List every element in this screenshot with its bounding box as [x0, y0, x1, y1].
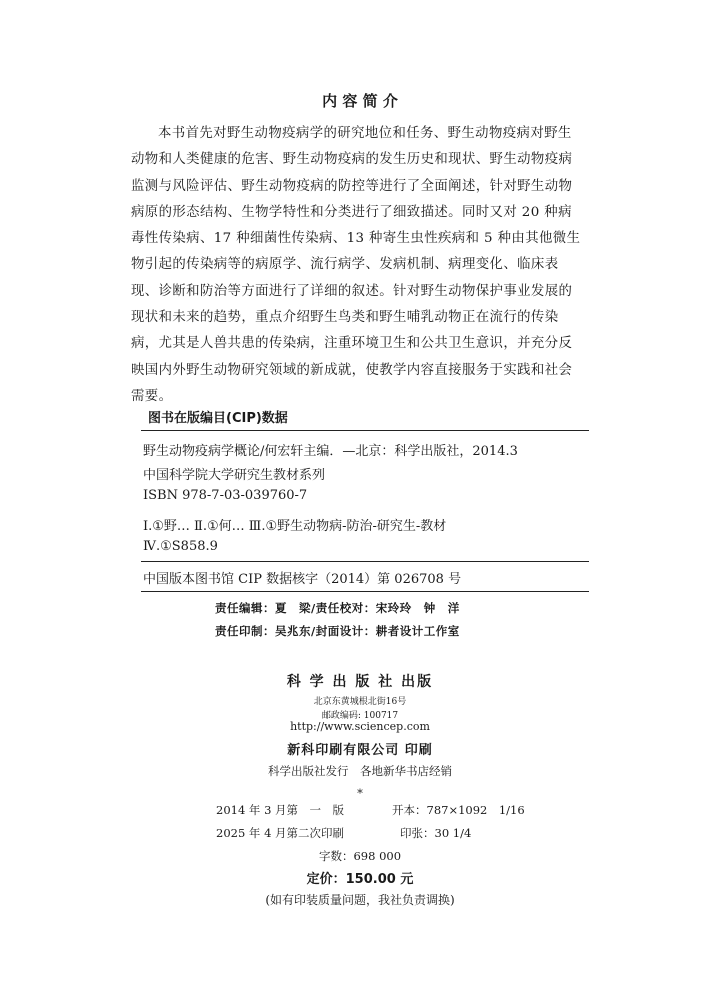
book-format: 开本：787×1092 1/16: [392, 803, 525, 817]
summary-line: 动物和人类健康的危害、野生动物疫病的发生历史和现状、野生动物疫病: [131, 152, 573, 168]
summary-title: 内 容 简 介: [322, 92, 398, 110]
printed-sheets: 印张：30 1/4: [400, 826, 472, 840]
summary-line: 物引起的传染病等的病原学、流行病学、发病机制、病理变化、临床表: [131, 257, 559, 273]
cip-middle-rule: [141, 561, 589, 562]
quality-note: (如有印装质量问题，我社负责调换): [265, 893, 455, 907]
cip-series-line: 中国科学院大学研究生教材系列: [143, 468, 326, 483]
distribution-line: 科学出版社发行 各地新华书店经销: [268, 764, 452, 778]
summary-line: 现状和未来的趋势，重点介绍野生鸟类和野生哺乳动物正在流行的传染: [131, 310, 559, 326]
cip-number-line: 中国版本图书馆 CIP 数据核字（2014）第 026708 号: [143, 572, 462, 587]
summary-line: 病原的形态结构、生物学特性和分类进行了细致描述。同时又对 20 种病: [131, 204, 572, 220]
summary-paragraph: [131, 121, 593, 410]
cip-bottom-rule: [141, 591, 589, 592]
editor-credits: 责任编辑：夏 梁/责任校对：宋玲玲 钟 洋: [215, 601, 460, 615]
summary-line: 毒性传染病、17 种细菌性传染病、13 种寄生虫性疾病和 5 种由其他微生: [131, 231, 581, 247]
summary-line: 监测与风险评估、野生动物疫病的防控等进行了全面阐述，针对野生动物: [131, 178, 573, 194]
printer-name: 新科印刷有限公司 印刷: [287, 743, 433, 758]
first-edition: 2014 年 3 月第 一 版: [216, 803, 345, 817]
summary-line: 需要。: [131, 388, 173, 404]
cip-isbn-line: ISBN 978-7-03-039760-7: [143, 488, 308, 503]
publisher-postcode: 邮政编码: 100717: [321, 711, 399, 721]
second-printing: 2025 年 4 月第二次印刷: [216, 826, 345, 840]
word-count: 字数：698 000: [318, 849, 402, 863]
price: 定价：150.00 元: [306, 872, 414, 887]
cip-title-line: 野生动物疫病学概论/何宏轩主编．—北京：科学出版社，2014.3: [143, 444, 518, 459]
summary-line: 本书首先对野生动物疫病学的研究地位和任务、野生动物疫病对野生: [158, 126, 572, 141]
summary-line: 映国内外野生动物研究领域的新成就，使教学内容直接服务于实践和社会: [131, 362, 573, 378]
publisher-name: 科 学 出 版 社 出版: [286, 674, 434, 690]
summary-line: 现、诊断和防治等方面进行了详细的叙述。针对野生动物保护事业发展的: [131, 283, 573, 299]
publisher-url: http://www.sciencep.com: [290, 720, 430, 733]
separator-star: *: [357, 786, 363, 800]
summary-line: 病，尤其是人兽共患的传染病，注重环境卫生和公共卫生意识，并充分反: [131, 336, 573, 352]
cip-subject-line: Ⅰ.①野… Ⅱ.①何… Ⅲ.①野生动物病-防治-研究生-教材: [143, 519, 447, 534]
cip-classification-line: Ⅳ.①S858.9: [143, 539, 218, 554]
publisher-address: 北京东黄城根北街16号: [313, 697, 407, 707]
production-credits: 责任印制：吴兆东/封面设计：耕者设计工作室: [215, 624, 460, 638]
cip-top-rule: [141, 430, 589, 431]
cip-heading: 图书在版编目(CIP)数据: [148, 411, 288, 426]
